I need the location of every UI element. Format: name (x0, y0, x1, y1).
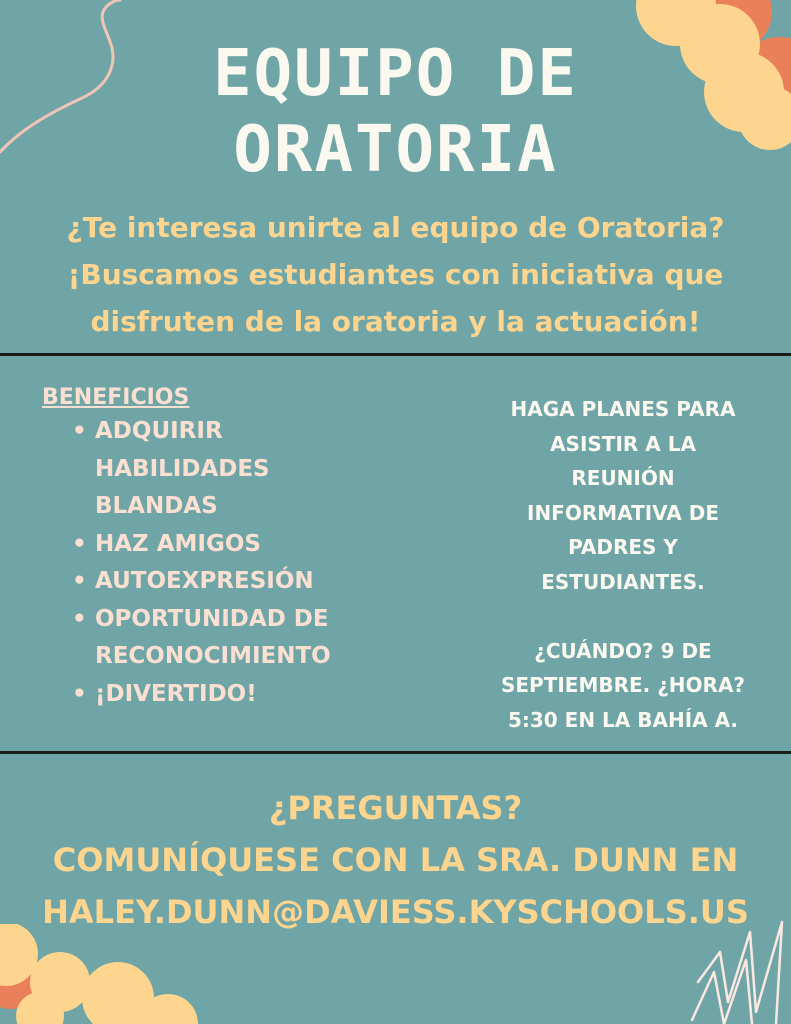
intro-line-3: disfruten de la oratoria y la actuación! (90, 305, 701, 338)
intro-line-2: ¡Buscamos estudiantes con iniciativa que (67, 258, 724, 291)
questions-heading: ¿PREGUNTAS? (268, 789, 523, 827)
meeting-info (458, 392, 788, 737)
info-line: PADRES Y (568, 535, 678, 559)
wavy-blob-bottom-left (0, 924, 200, 1024)
info-line: REUNIÓN (571, 466, 675, 490)
benefits-list (42, 413, 372, 713)
contact-instruction: COMUNÍQUESE CON LA SRA. DUNN EN (52, 841, 739, 879)
divider-top (0, 353, 791, 356)
divider-bottom (0, 751, 791, 754)
info-line: ASISTIR A LA (550, 431, 696, 456)
info-line: ¿CUÁNDO? 9 DE (534, 638, 712, 663)
page-title (0, 36, 791, 188)
benefit-line: • AUTOEXPRESIÓN (95, 568, 314, 594)
benefit-item-friends (42, 526, 372, 564)
benefits-heading: BENEFICIOS (42, 385, 190, 410)
info-line: HAGA PLANES PARA (510, 397, 736, 421)
benefit-line: • HAZ AMIGOS (95, 530, 261, 557)
contact-section (0, 782, 791, 938)
info-line: SEPTIEMBRE. ¿HORA? (500, 673, 746, 697)
benefit-item-self-expression (42, 563, 372, 601)
benefit-line: • OPORTUNIDAD DE (95, 605, 329, 632)
benefit-line: BLANDAS (95, 493, 218, 519)
title-line-1: EQUIPO DE (213, 37, 578, 111)
info-spacer (458, 599, 788, 634)
info-line: INFORMATIVA DE (527, 500, 719, 525)
benefit-item-fun (42, 676, 372, 714)
benefits-section (42, 383, 372, 713)
benefit-line: RECONOCIMIENTO (95, 643, 331, 669)
benefit-item-recognition (42, 601, 372, 676)
title-line-2: ORATORIA (233, 113, 558, 187)
intro-text (0, 204, 791, 345)
benefit-line: • ¡DIVERTIDO! (95, 680, 257, 707)
contact-email[interactable]: HALEY.DUNN@DAVIESS.KYSCHOOLS.US (42, 893, 749, 931)
info-line: 5:30 EN LA BAHÍA A. (507, 707, 739, 732)
info-line: ESTUDIANTES. (541, 569, 705, 594)
intro-line-1: ¿Te interesa unirte al equipo de Oratoria? (66, 211, 725, 244)
benefit-item-soft-skills (42, 413, 372, 526)
benefit-line: HABILIDADES (95, 455, 270, 482)
benefit-line: • ADQUIRIR (95, 418, 223, 444)
